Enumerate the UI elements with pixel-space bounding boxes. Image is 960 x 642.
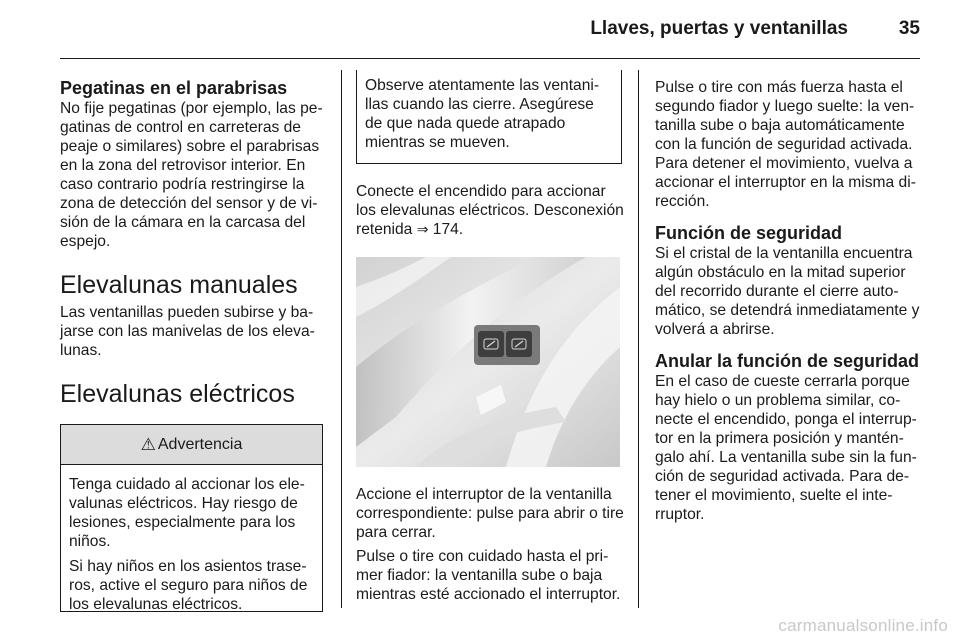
page-reference-number: 174. <box>432 221 464 238</box>
seguridad-paragraph: Si el cristal de la ventanilla encuentra algún obstáculo en la mitad superior del recorrido durante el cierre automático, se detendrá inmediatamente y volverá a abrirse. <box>655 245 920 338</box>
page-title: Llaves, puertas y ventanillas <box>590 18 848 39</box>
ignition-text: Conecte el encendido para accionar los elevalunas eléctricos. Desconexión retenida <box>356 183 624 238</box>
warning-box-continued <box>356 70 622 164</box>
page-reference-arrow-icon: ⇒ <box>416 221 429 237</box>
header-divider <box>60 58 920 59</box>
warning-title: Advertencia <box>157 436 243 453</box>
anular-paragraph: En el caso de cueste cerrarla porque hay hielo o un problema similar, conecte el encendido, ponga el interruptor en la primera posición y manténgalo ahí. La ventanilla sube sin la función de seguridad activada. Para detener el movimiento, suelte el interruptor. <box>655 373 917 523</box>
manuales-paragraph: Las ventanillas pueden subirse y bajarse con las manivelas de los elevalunas. <box>60 304 315 359</box>
warning-triangle-icon: ⚠ <box>140 435 156 454</box>
window-switch-panel <box>474 325 540 365</box>
auto-window-paragraph: Pulse o tire con más fuerza hasta el segundo fiador y luego suelte: la ventanilla sube o baja automáticamente con la función de seguridad activada. Para detener el movimiento, vuelva a accionar el interruptor en la misma dirección. <box>655 79 916 210</box>
column-divider-right <box>638 70 639 608</box>
section-heading-manuales: Elevalunas manuales <box>60 271 298 299</box>
section-heading-electricos: Elevalunas eléctricos <box>60 380 295 408</box>
warning-body <box>61 465 322 611</box>
switch-instruction-2: Pulse o tire con cuidado hasta el primer fiador: la ventanilla sube o baja mientras esté accionado el interruptor. <box>356 548 621 603</box>
warning-box <box>60 424 323 612</box>
window-switch-photo <box>356 257 620 467</box>
warning-paragraph-1: Tenga cuidado al accionar los elevalunas eléctricos. Hay riesgo de lesiones, especialmente para los niños. <box>69 476 305 550</box>
page-number: 35 <box>898 18 920 39</box>
column-right <box>655 78 923 524</box>
window-switch-illustration <box>356 257 620 467</box>
warning-paragraph-2: Si hay niños en los asientos traseros, active el seguro para niños de los elevalunas eléctricos. <box>69 558 308 613</box>
watermark-text: carmanualsonline.info <box>778 616 948 635</box>
column-divider-left <box>341 70 342 608</box>
column-middle <box>356 78 624 604</box>
warning-header <box>61 425 322 465</box>
warning-continued-paragraph: Observe atentamente las ventanillas cuando las cierre. Asegúrese de que nada quede atrapado mientras se mueven. <box>365 77 600 151</box>
switch-instructions <box>356 485 624 604</box>
pegatinas-paragraph: No fije pegatinas (por ejemplo, las pegatinas de control en carreteras de peaje o similares) sobre el parabrisas en la zona del retrovisor interior. En caso contrario podría restringirse la zona de detección del sensor y de visión de la cámara en la carcasa del espejo. <box>60 100 323 250</box>
column-left <box>60 78 328 612</box>
ignition-paragraph <box>356 182 624 239</box>
section-heading-pegatinas: Pegatinas en el parabrisas <box>60 78 288 98</box>
page-header <box>0 0 960 62</box>
section-heading-anular: Anular la función de seguridad <box>655 351 920 371</box>
section-heading-seguridad: Función de seguridad <box>655 223 843 243</box>
switch-instruction-1: Accione el interruptor de la ventanilla correspondiente: pulse para abrir o tire para cerrar. <box>356 486 624 541</box>
